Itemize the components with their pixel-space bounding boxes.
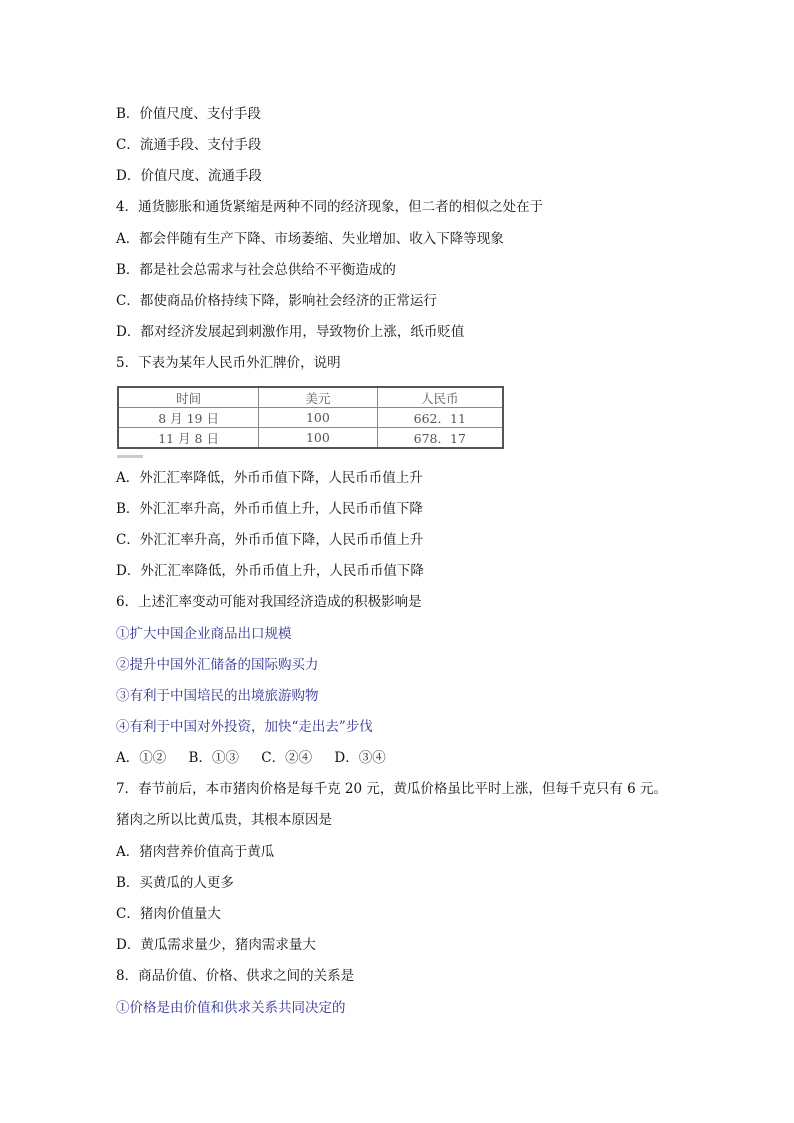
q5-stem: 5．下表为某年人民币外汇牌价，说明 (116, 355, 341, 371)
q4-a: A．都会伴随有生产下降、市场萎缩、失业增加、收入下降等现象 (116, 231, 504, 247)
q7-b: B．买黄瓜的人更多 (116, 875, 234, 891)
q5-d: D．外汇汇率降低，外币币值上升，人民币币值下降 (116, 563, 424, 579)
q5-c: C．外汇汇率升高，外币币值下降，人民币币值上升 (116, 532, 424, 548)
q6-s3: ③有利于中国培民的出境旅游购物 (116, 688, 319, 704)
q7-stem-1: 7．春节前后，本市猪肉价格是每千克 20 元，黄瓜价格虽比平时上涨，但每千克只有 6 元。 (116, 781, 668, 797)
q6-option-c[interactable]: C．②④ (261, 750, 313, 766)
q3-b: B．价值尺度、支付手段 (116, 106, 261, 122)
header-rmb: 人民币 (377, 387, 503, 408)
header-time: 时间 (118, 387, 259, 408)
cell-rmb: 662．11 (377, 408, 503, 428)
cell-usd: 100 (259, 408, 377, 428)
q7-c: C．猪肉价值量大 (116, 906, 221, 922)
q5-b: B．外汇汇率升高，外币币值上升，人民币币值下降 (116, 501, 423, 517)
q3-d: D．价值尺度、流通手段 (116, 168, 262, 184)
table-row (118, 408, 503, 428)
q8-s1: ①价格是由价值和供求关系共同决定的 (116, 1000, 346, 1016)
q4-stem: 4．通货膨胀和通货紧缩是两种不同的经济现象，但二者的相似之处在于 (116, 199, 544, 215)
q4-b: B．都是社会总需求与社会总供给不平衡造成的 (116, 262, 396, 278)
q7-stem-2: 猪肉之所以比黄瓜贵，其根本原因是 (116, 812, 332, 828)
q4-c: C．都使商品价格持续下降，影响社会经济的正常运行 (116, 293, 437, 309)
q5-a: A．外汇汇率降低，外币币值下降，人民币币值上升 (116, 470, 423, 486)
cell-rmb: 678．17 (377, 428, 503, 449)
q7-a: A．猪肉营养价值高于黄瓜 (116, 844, 275, 860)
q7-d: D．黄瓜需求量少，猪肉需求量大 (116, 937, 316, 953)
cell-date: 8 月 19 日 (118, 408, 259, 428)
q6-stem: 6．上述汇率变动可能对我国经济造成的积极影响是 (116, 594, 422, 610)
header-usd: 美元 (259, 387, 377, 408)
cell-usd: 100 (259, 428, 377, 449)
q8-stem: 8．商品价值、价格、供求之间的关系是 (116, 968, 355, 984)
scan-smudge (117, 455, 143, 458)
q6-option-b[interactable]: B．①③ (188, 750, 239, 766)
q6-option-d[interactable]: D．③④ (334, 750, 386, 766)
table-header-row (118, 387, 503, 408)
q4-d: D．都对经济发展起到刺激作用，导致物价上涨，纸币贬值 (116, 324, 465, 340)
exchange-rate-table (117, 386, 504, 449)
q6-s1: ①扩大中国企业商品出口规模 (116, 626, 292, 642)
q3-c: C．流通手段、支付手段 (116, 137, 262, 153)
q6-option-row (116, 748, 404, 768)
table-row (118, 428, 503, 449)
q6-s4: ④有利于中国对外投资，加快“走出去”步伐 (116, 719, 373, 735)
q6-option-a[interactable]: A．①② (116, 750, 167, 766)
q6-s2: ②提升中国外汇储备的国际购买力 (116, 657, 319, 673)
cell-date: 11 月 8 日 (118, 428, 259, 449)
